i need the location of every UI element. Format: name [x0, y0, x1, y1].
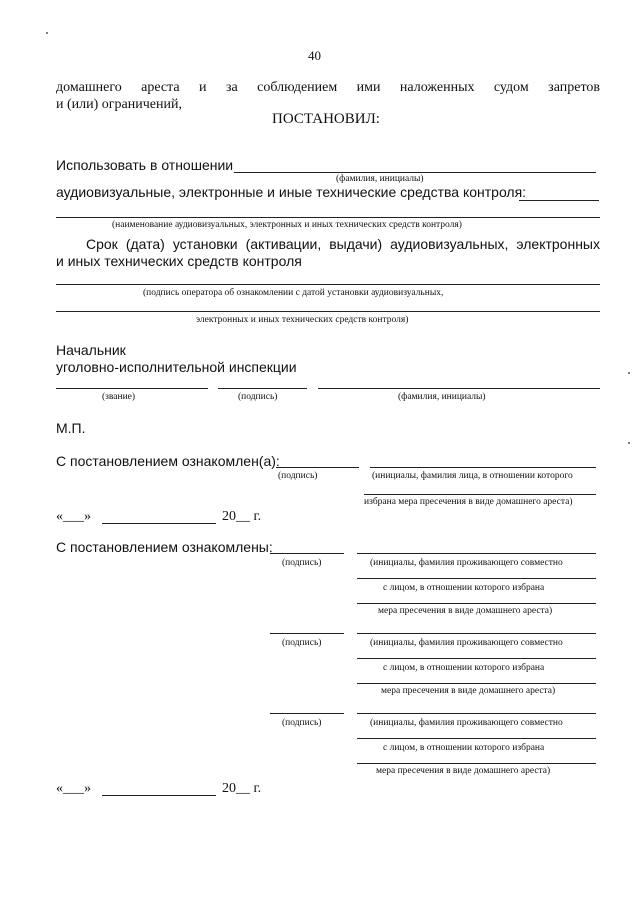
ack-multi-caption-2b: с лицом, в отношении которого избрана	[383, 663, 545, 673]
ack-multi-name-line-2b	[357, 658, 596, 659]
term-line-2: и иных технических средств контроля	[56, 253, 302, 269]
chief-title: Начальник	[56, 342, 126, 358]
ack-single-name-caption-2: избрана мера пресечения в виде домашнего ареста)	[364, 497, 573, 507]
ack-single-name-line-2	[364, 494, 596, 495]
ack-multi-caption-3c: мера пресечения в виде домашнего ареста)	[376, 766, 551, 776]
use-in-relation-label: Использовать в отношении	[56, 157, 234, 173]
chief-name-line	[318, 388, 600, 389]
operator-line	[56, 311, 600, 312]
means-label: аудиовизуальные, электронные и иные технические средства контроля:	[56, 184, 527, 200]
ack-multi-label: С постановлением ознакомлены:	[56, 539, 273, 555]
ack-multi-name-line-2c	[357, 683, 596, 684]
means-short-line	[519, 200, 599, 201]
ack-multi-caption-2a: (инициалы, фамилия проживающего совместно	[370, 638, 563, 648]
date-year-2: 20__ г.	[222, 781, 262, 796]
ack-multi-sign-line-2	[270, 633, 344, 634]
date-day-1: «___»	[56, 509, 91, 524]
chief-sign-line	[218, 388, 307, 389]
date-day-2: «___»	[56, 781, 91, 796]
seal-mark: М.П.	[56, 420, 86, 436]
surname-caption: (фамилия, инициалы)	[336, 174, 424, 184]
heading: ПОСТАНОВИЛ:	[272, 111, 380, 127]
ack-single-name-caption-1: (инициалы, фамилия лица, в отношении которого	[372, 471, 573, 481]
ack-single-sign-line	[276, 467, 359, 468]
rank-line	[56, 388, 208, 389]
ack-multi-caption-1b: с лицом, в отношении которого избрана	[383, 583, 545, 593]
ack-multi-sign-caption-1: (подпись)	[282, 558, 322, 568]
ack-multi-name-line-1b	[357, 578, 596, 579]
ack-multi-name-line-3c	[357, 763, 596, 764]
ack-multi-caption-2c: мера пресечения в виде домашнего ареста)	[381, 686, 556, 696]
ack-multi-caption-3b: с лицом, в отношении которого избрана	[383, 743, 545, 753]
term-line-1: Срок (дата) установки (активации, выдачи) аудиовизуальных, электронных	[86, 236, 600, 252]
rank-caption: (звание)	[102, 392, 136, 402]
page-number: 40	[308, 48, 321, 63]
ack-multi-caption-1a: (инициалы, фамилия проживающего совместно	[370, 558, 563, 568]
ack-multi-name-line-1a	[357, 553, 596, 554]
date-year-1: 20__ г.	[222, 509, 262, 524]
ack-multi-name-line-3a	[357, 713, 596, 714]
intro-line-2: и (или) ограничений,	[56, 97, 182, 112]
ack-single-label: С постановлением ознакомлен(а):	[56, 453, 280, 469]
means-caption: (наименование аудиовизуальных, электронных и иных технических средств контроля)	[112, 220, 462, 230]
scan-speck	[628, 442, 630, 444]
ack-multi-name-line-2a	[357, 633, 596, 634]
means-full-line	[56, 217, 600, 218]
ack-single-name-line	[370, 467, 596, 468]
ack-multi-sign-line-1	[270, 553, 344, 554]
ack-multi-sign-caption-2: (подпись)	[282, 638, 322, 648]
ack-multi-sign-line-3	[270, 713, 344, 714]
ack-multi-caption-3a: (инициалы, фамилия проживающего совместно	[370, 718, 563, 728]
ack-multi-caption-1c: мера пресечения в виде домашнего ареста)	[378, 606, 553, 616]
scan-speck	[46, 32, 48, 34]
operator-caption-1: (подпись оператора об ознакомлении с датой установки аудиовизуальных,	[143, 288, 444, 298]
date-month-line-1	[102, 523, 216, 524]
ack-multi-sign-caption-3: (подпись)	[282, 718, 322, 728]
chief-sign-caption: (подпись)	[238, 392, 278, 402]
chief-inspection: уголовно-исполнительной инспекции	[56, 359, 297, 375]
operator-caption-2: электронных и иных технических средств контроля)	[196, 315, 409, 325]
term-line	[56, 284, 600, 285]
date-month-line-2	[102, 795, 216, 796]
ack-multi-name-line-3b	[357, 738, 596, 739]
intro-line-1: домашнего ареста и за соблюдением ими наложенных судом запретов	[56, 80, 600, 95]
ack-multi-name-line-1c	[357, 603, 596, 604]
scan-speck	[628, 372, 630, 374]
ack-single-sign-caption: (подпись)	[278, 471, 318, 481]
surname-line	[234, 172, 596, 173]
chief-name-caption: (фамилия, инициалы)	[398, 392, 486, 402]
